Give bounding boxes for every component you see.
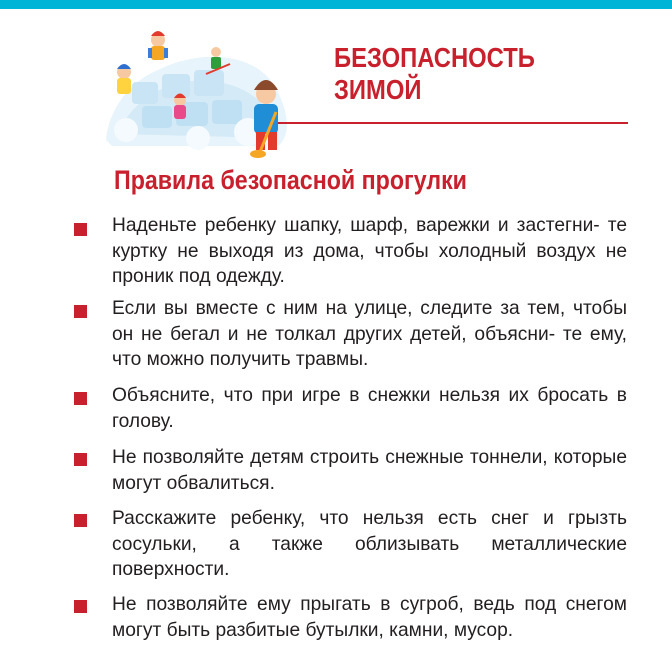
bullet-square-icon [74, 600, 87, 613]
rule-line: не проник под одежду. [112, 240, 628, 287]
bullet-square-icon [74, 305, 87, 318]
bullet-square-icon [74, 453, 87, 466]
rule-text [112, 296, 627, 373]
winter-kids-illustration [98, 12, 298, 160]
rule-line: чтобы он не бегал и не толкал других детей, объясни- [112, 298, 627, 345]
rule-line: те ему, что можно получить травмы. [112, 323, 627, 370]
rule-line: Если вы вместе с ним на улице, следите за тем, [112, 298, 566, 319]
rule-line: сосульки, а также облизывать металлические [112, 533, 627, 555]
bullet-square-icon [74, 223, 87, 236]
rule-line: Не позволяйте детям строить снежные тоннели, [112, 447, 548, 468]
section-title: Правила безопасной прогулки [114, 165, 467, 195]
heading-line-1: БЕЗОПАСНОСТЬ [334, 42, 535, 73]
bullet-square-icon [74, 392, 87, 405]
rule-line: Расскажите ребенку, что нельзя есть снег и грызть [112, 508, 627, 529]
rule-text [112, 592, 627, 643]
rule-text [112, 213, 627, 290]
rule-line: в голову. [112, 385, 627, 432]
heading-divider [278, 122, 628, 124]
bullet-square-icon [74, 514, 87, 527]
rule-line: Не позволяйте ему прыгать в сугроб, ведь под снегом [112, 594, 627, 615]
heading-line-2: ЗИМОЙ [334, 74, 422, 105]
rule-line: Объясните, что при игре в снежки нельзя их бросать [112, 385, 609, 406]
rule-text [112, 506, 627, 583]
rule-text [112, 383, 627, 434]
rule-line: поверхности. [112, 559, 230, 580]
rule-line: те куртку не выходя из дома, чтобы холодный воздух [112, 215, 627, 262]
rule-line: Наденьте ребенку шапку, шарф, варежки и застегни- [112, 215, 600, 236]
top-accent-bar [0, 0, 672, 9]
rule-line: которые могут обвалиться. [112, 447, 627, 494]
rule-text [112, 445, 627, 496]
page-heading [334, 42, 535, 106]
rule-line: могут быть разбитые бутылки, камни, мусор. [112, 619, 514, 641]
